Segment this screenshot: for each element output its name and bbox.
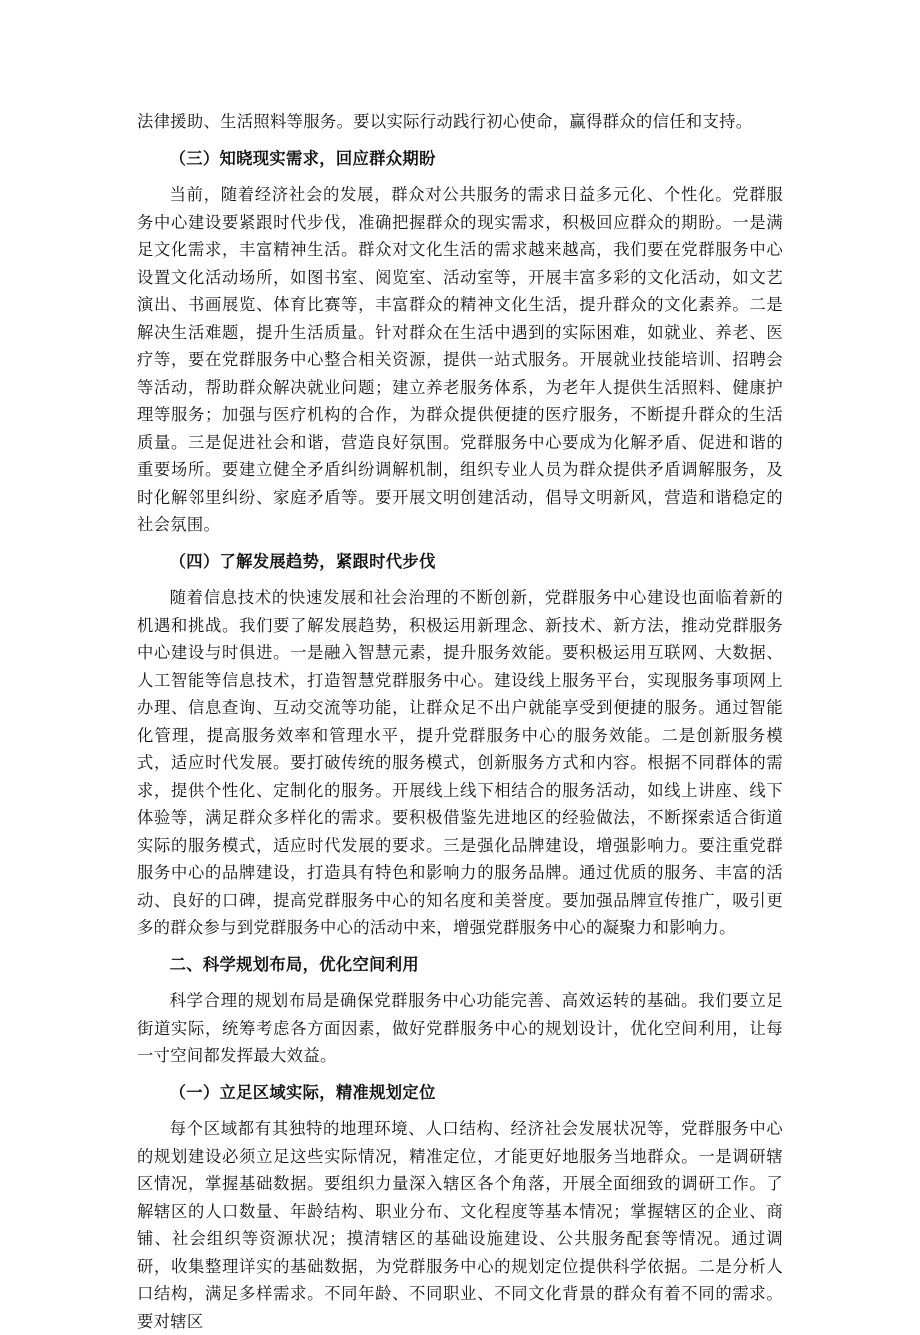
paragraph-section-3: 当前，随着经济社会的发展，群众对公共服务的需求日益多元化、个性化。党群服务中心建设要紧跟时代步伐，准确把握群众的现实需求，积极回应群众的期盼。一是满足文化需求，丰富精神生活。群众对文化生活的需求越来越高，我们要在党群服务中心设置文化活动场所，如图书室、阅览室、活动室等，开展丰富多彩的文化活动，如文艺演出、书画展览、体育比赛等，丰富群众的精神文化生活，提升群众的文化素养。二是解决生活难题，提升生活质量。针对群众在生活中遇到的实际困难，如就业、养老、医疗等，要在党群服务中心整合相关资源，提供一站式服务。开展就业技能培训、招聘会等活动，帮助群众解决就业问题；建立养老服务体系，为老年人提供生活照料、健康护理等服务；加强与医疗机构的合作，为群众提供便捷的医疗服务，不断提升群众的生活质量。三是促进社会和谐，营造良好氛围。党群服务中心要成为化解矛盾、促进和谐的重要场所。要建立健全矛盾纠纷调解机制，组织专业人员为群众提供矛盾调解服务，及时化解邻里纠纷、家庭矛盾等。要开展文明创建活动，倡导文明新风，营造和谐稳定的社会氛围。 [137,185,783,534]
paragraph-continuation: 法律援助、生活照料等服务。要以实际行动践行初心使命，赢得群众的信任和支持。 [137,112,753,131]
heading-section-4: （四）了解发展趋势，紧跟时代步伐 [169,551,436,571]
paragraph-part-2: 科学合理的规划布局是确保党群服务中心功能完善、高效运转的基础。我们要立足街道实际，统筹考虑各方面因素，做好党群服务中心的规划设计，优化空间利用，让每一寸空间都发挥最大效益。 [137,991,783,1065]
paragraph-part-2-section-1: 每个区域都有其独特的地理环境、人口结构、经济社会发展状况等，党群服务中心的规划建设必须立足这些实际情况，精准定位，才能更好地服务当地群众。一是调研辖区情况，掌握基础数据。要组织力量深入辖区各个角落，开展全面细致的调研工作。了解辖区的人口数量、年龄结构、职业分布、文化程度等基本情况；掌握辖区的企业、商铺、社会组织等资源状况；摸清辖区的基础设施建设、公共服务配套等情况。通过调研，收集整理详实的基础数据，为党群服务中心的规划定位提供科学依据。二是分析人口结构，满足多样需求。不同年龄、不同职业、不同文化背景的群众有着不同的需求。要对辖区 [137,1119,783,1331]
paragraph-section-4: 随着信息技术的快速发展和社会治理的不断创新，党群服务中心建设也面临着新的机遇和挑战。我们要了解发展趋势，积极运用新理念、新技术、新方法，推动党群服务中心建设与时俱进。一是融入智慧元素，提升服务效能。要积极运用互联网、大数据、人工智能等信息技术，打造智慧党群服务中心。建设线上服务平台，实现服务事项网上办理、信息查询、互动交流等功能，让群众足不出户就能享受到便捷的服务。通过智能化管理，提高服务效率和管理水平，提升党群服务中心的服务效能。二是创新服务模式，适应时代发展。要打破传统的服务模式，创新服务方式和内容。根据不同群体的需求，提供个性化、定制化的服务。开展线上线下相结合的服务活动，如线上讲座、线下体验等，满足群众多样化的需求。要积极借鉴先进地区的经验做法，不断探索适合街道实际的服务模式，适应时代发展的要求。三是强化品牌建设，增强影响力。要注重党群服务中心的品牌建设，打造具有特色和影响力的服务品牌。通过优质的服务、丰富的活动、良好的口碑，提高党群服务中心的知名度和美誉度。要加强品牌宣传推广，吸引更多的群众参与到党群服务中心的活动中来，增强党群服务中心的凝聚力和影响力。 [137,588,783,937]
heading-part-2: 二、科学规划布局，优化空间利用 [169,954,420,974]
document-body [137,108,783,1335]
heading-part-2-section-1: （一）立足区域实际，精准规划定位 [169,1082,436,1102]
heading-section-3: （三）知晓现实需求，回应群众期盼 [169,148,436,168]
